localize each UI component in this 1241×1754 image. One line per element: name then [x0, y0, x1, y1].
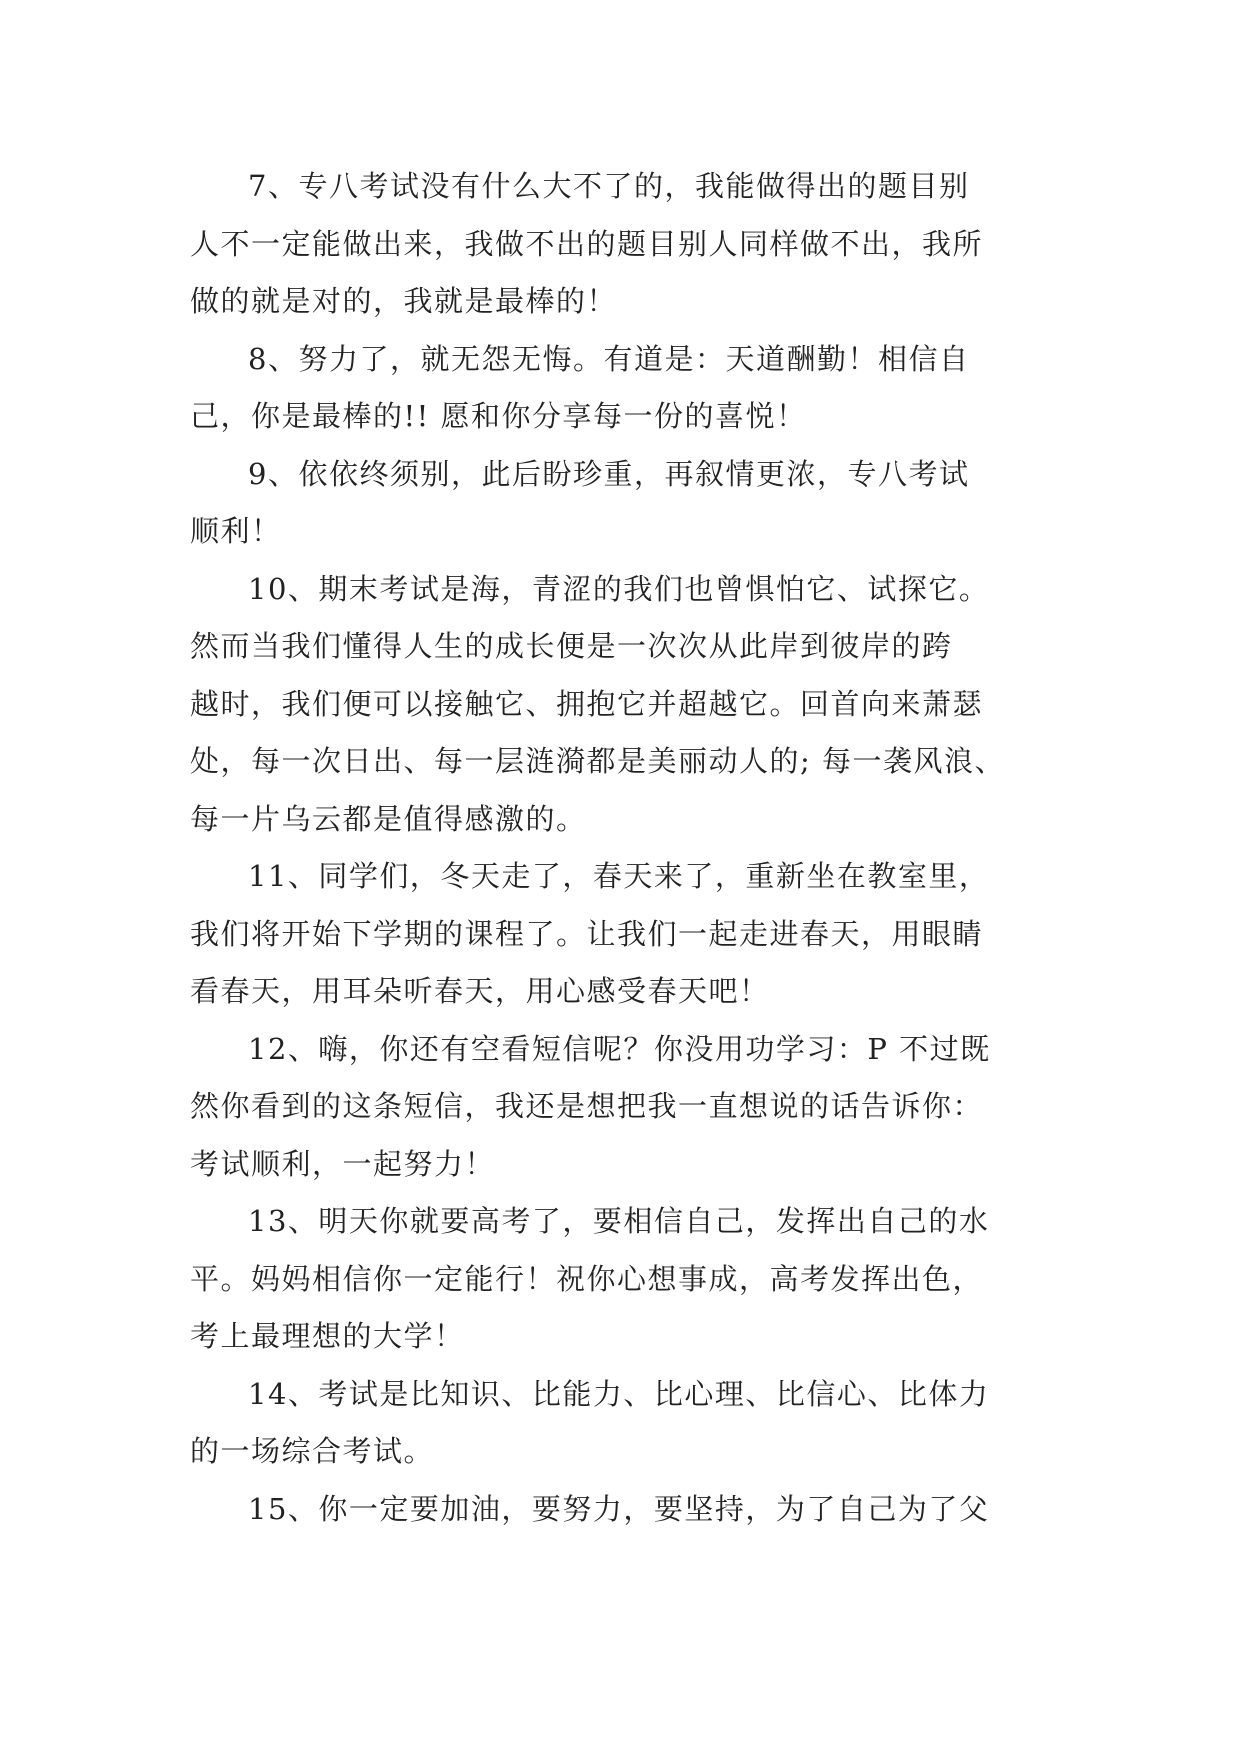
text-line: 然而当我们懂得人生的成长便是一次次从此岸到彼岸的跨 [190, 629, 953, 663]
text-line: 7、专八考试没有什么大不了的，我能做得出的题目别 [248, 169, 970, 203]
text-line: 做的就是对的，我就是最棒的！ [190, 284, 618, 318]
text-line: 考试顺利，一起努力！ [190, 1146, 496, 1181]
text-line: 9、依依终须别，此后盼珍重，再叙情更浓，专八考试 [248, 456, 970, 491]
text-line: 10、期末考试是海，青涩的我们也曾惧怕它、试探它。 [248, 571, 990, 606]
text-line: 人不一定能做出来，我做不出的题目别人同样做不出，我所 [190, 226, 984, 261]
text-line: 的一场综合考试。 [190, 1434, 435, 1468]
paragraph [190, 1193, 1050, 1366]
paragraph [190, 331, 1050, 446]
paragraph [190, 158, 1050, 331]
text-line: 11、同学们，冬天走了，春天来了，重新坐在教室里， [248, 859, 990, 893]
text-line: 12、嗨，你还有空看短信呢？你没用功学习：P 不过既 [248, 1031, 991, 1066]
text-line: 我们将开始下学期的课程了。让我们一起走进春天，用眼睛 [190, 916, 984, 951]
text-line: 考上最理想的大学！ [190, 1319, 465, 1353]
text-line: 处，每一次日出、每一层涟漪都是美丽动人的; 每一袭风浪、 [190, 744, 1005, 778]
text-line: 己，你是最棒的!! 愿和你分享每一份的喜悦！ [190, 399, 807, 433]
text-line: 平。妈妈相信你一定能行！祝你心想事成，高考发挥出色， [190, 1261, 984, 1296]
text-line: 看春天，用耳朵听春天，用心感受春天吧！ [190, 974, 770, 1008]
paragraph [190, 446, 1050, 561]
text-line: 越时，我们便可以接触它、拥抱它并超越它。回首向来萧瑟 [190, 686, 984, 721]
document-body [190, 158, 1050, 1538]
paragraph [190, 1366, 1050, 1481]
text-line: 顺利！ [190, 514, 282, 548]
text-line: 每一片乌云都是值得感激的。 [190, 801, 587, 836]
text-line: 8、努力了，就无怨无悔。有道是：天道酬勤！相信自 [248, 341, 970, 376]
text-line: 15、你一定要加油，要努力，要坚持，为了自己为了父 [248, 1491, 990, 1526]
text-line: 13、明天你就要高考了，要相信自己，发挥出自己的水 [248, 1204, 990, 1238]
text-line: 14、考试是比知识、比能力、比心理、比信心、比体力 [248, 1376, 990, 1411]
paragraph [190, 561, 1050, 849]
paragraph [190, 1021, 1050, 1194]
paragraph [190, 1481, 1050, 1539]
paragraph [190, 848, 1050, 1021]
text-line: 然你看到的这条短信，我还是想把我一直想说的话告诉你： [190, 1089, 984, 1123]
